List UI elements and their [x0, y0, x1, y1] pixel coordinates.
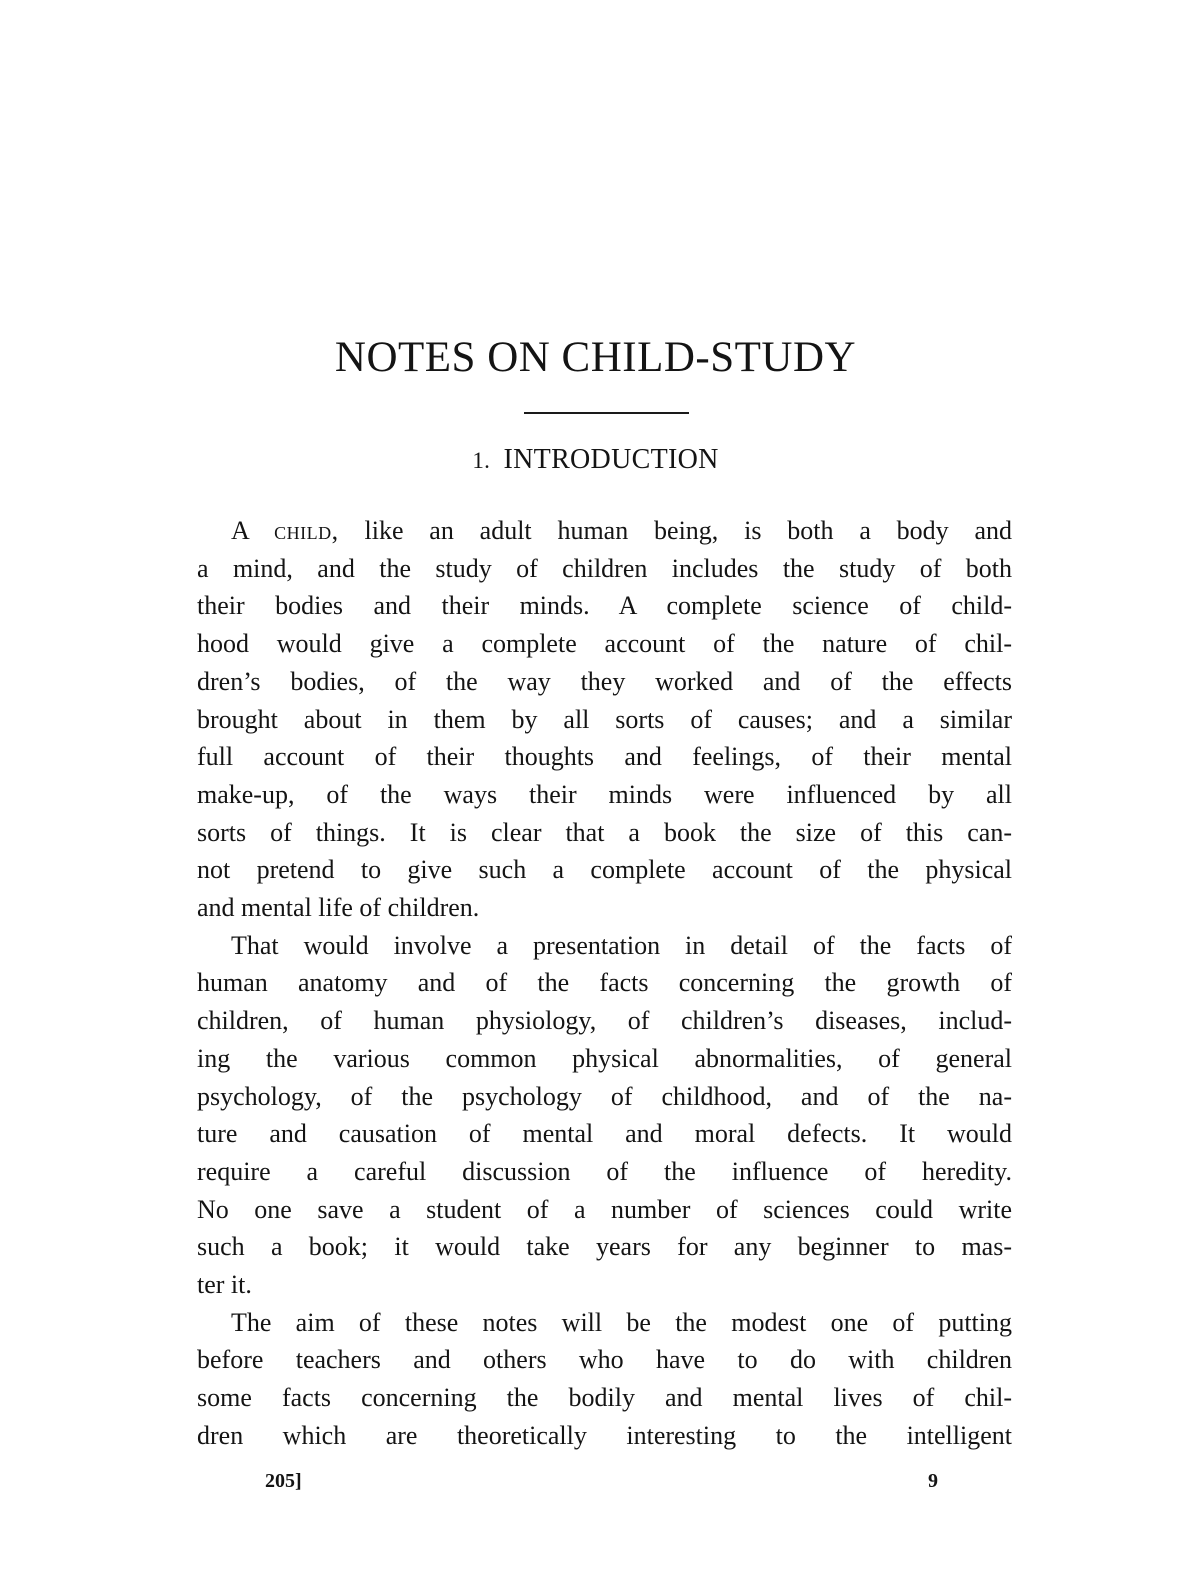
text-line: their bodies and their minds. A complete science of child- [197, 591, 1012, 621]
section-title: INTRODUCTION [503, 444, 719, 475]
text-line: ing the various common physical abnormalities, of general [197, 1043, 1012, 1073]
paragraph-1 [197, 512, 1012, 927]
page-number: 9 [928, 1470, 938, 1492]
paragraph-3 [197, 1304, 1012, 1455]
text-line: children, of human physiology, of children’s diseases, includ- [197, 1006, 1012, 1036]
text-line: human anatomy and of the facts concerning the growth of [197, 968, 1012, 998]
text-line: brought about in them by all sorts of causes; and a similar [197, 704, 1012, 734]
text-line: dren which are theoretically interesting to the intelligent [197, 1420, 1012, 1450]
text-line: hood would give a complete account of the nature of chil- [197, 629, 1012, 659]
text-line: such a book; it would take years for any beginner to mas- [197, 1232, 1012, 1262]
text-line: ter it. [197, 1270, 252, 1300]
section-number: 1. [472, 448, 491, 473]
section-heading [0, 442, 1191, 479]
text-line: full account of their thoughts and feelings, of their mental [197, 742, 1012, 772]
body-text [197, 512, 1012, 1455]
text-line: some facts concerning the bodily and mental lives of chil- [197, 1383, 1012, 1413]
text-line: require a careful discussion of the influence of heredity. [197, 1156, 1012, 1186]
text-line: No one save a student of a number of sciences could write [197, 1194, 1012, 1224]
title-divider [524, 412, 689, 414]
signature-mark: 205] [265, 1470, 302, 1492]
text-line: ture and causation of mental and moral defects. It would [197, 1119, 1012, 1149]
lead-word: A [231, 516, 249, 545]
lead-smallcaps: child, [274, 516, 339, 545]
text-line: The aim of these notes will be the modest one of putting [231, 1307, 1012, 1337]
text-line: psychology, of the psychology of childhood, and of the na- [197, 1081, 1012, 1111]
text-line: and mental life of children. [197, 893, 480, 923]
text-line: That would involve a presentation in detail of the facts of [231, 930, 1012, 960]
text-line: make-up, of the ways their minds were influenced by all [197, 779, 1012, 809]
page-title: NOTES ON CHILD-STUDY [334, 334, 857, 381]
text-line: dren’s bodies, of the way they worked and of the effects [197, 666, 1012, 696]
text-line: a mind, and the study of children includes the study of both [197, 553, 1012, 583]
text-line: not pretend to give such a complete account of the physical [197, 855, 1012, 885]
text-line: before teachers and others who have to do with children [197, 1345, 1012, 1375]
text-line-content: like an adult human being, is both a body and [364, 516, 1012, 545]
text-line: sorts of things. It is clear that a book the size of this can- [197, 817, 1012, 847]
text-line [197, 512, 1012, 550]
paragraph-2 [197, 927, 1012, 1304]
